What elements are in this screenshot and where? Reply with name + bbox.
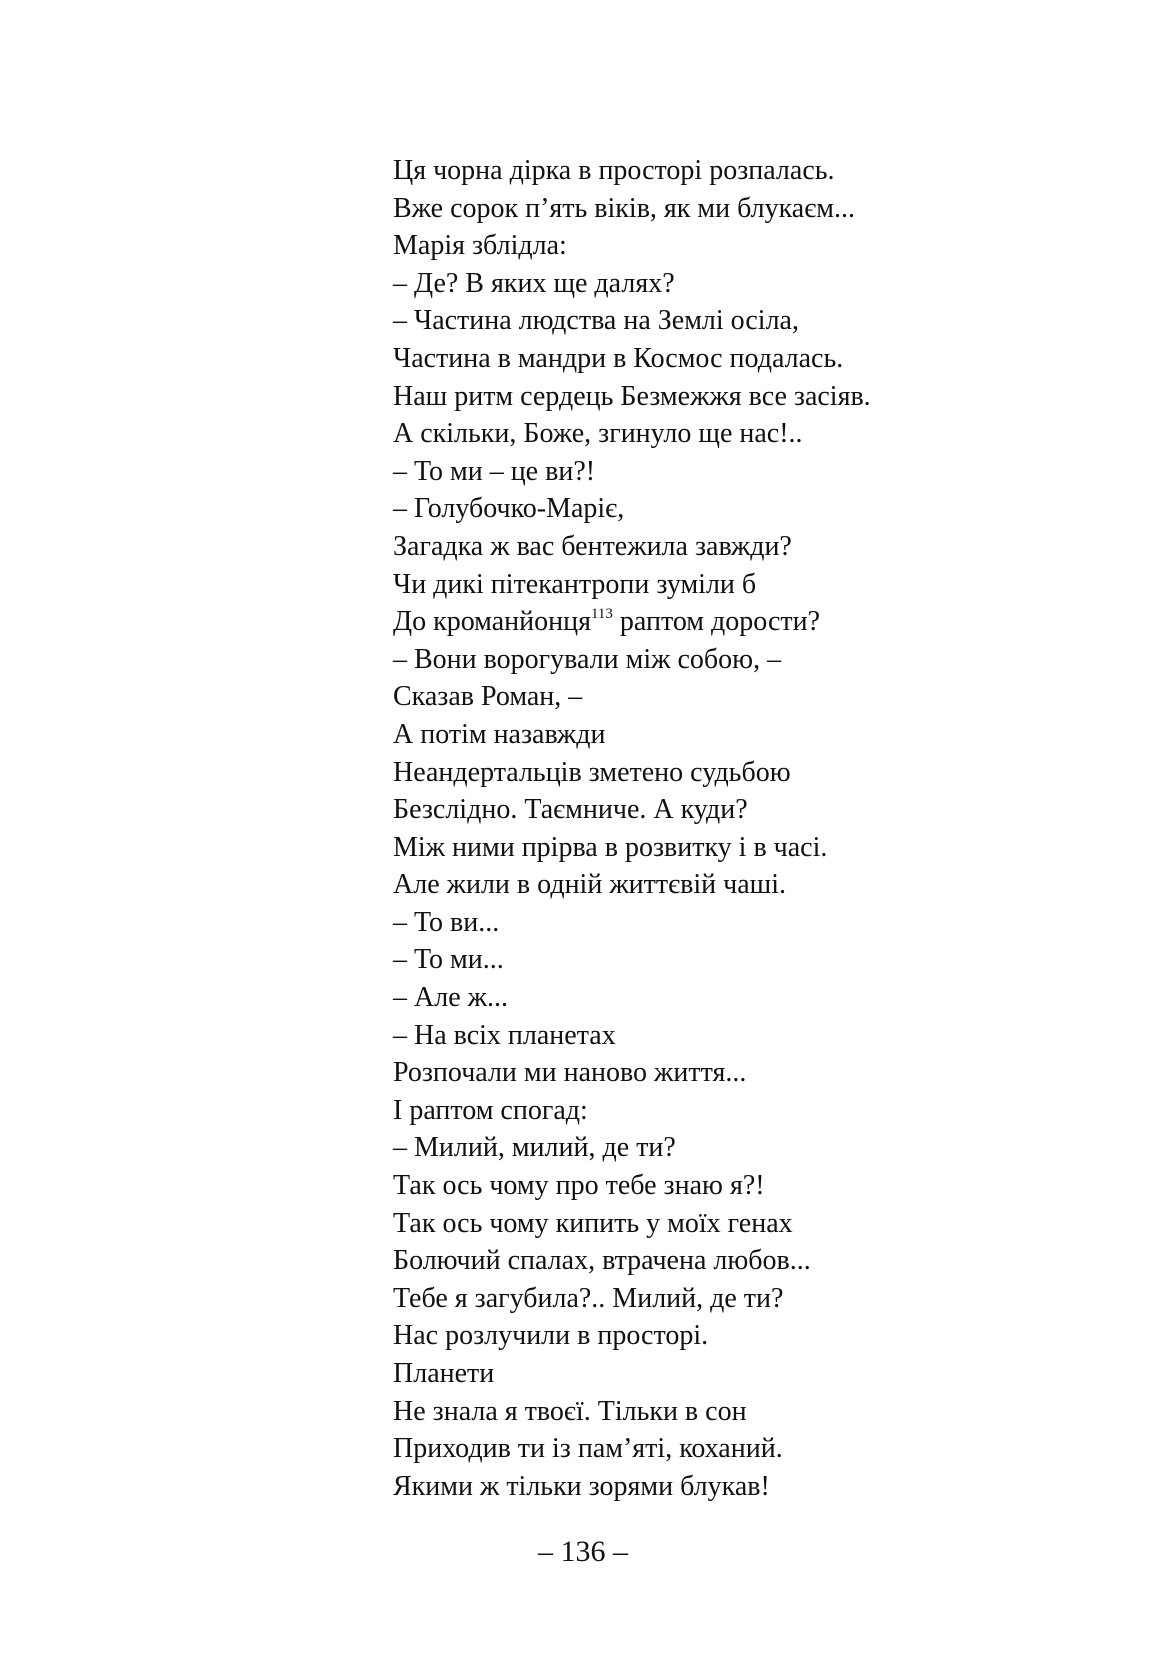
poem-line: Сказав Роман, – — [393, 681, 583, 713]
poem-line: – Милий, милий, де ти? — [393, 1132, 676, 1164]
poem-line: – То ми – це ви?! — [393, 455, 596, 487]
poem-text — [393, 152, 1033, 1505]
poem-line-with-footnote — [393, 603, 1033, 641]
poem-line: Частина в мандри в Космос подалась. — [393, 342, 844, 374]
poem-line: Безслідно. Таємниче. А куди? — [393, 794, 748, 826]
poem-line: Болючий спалах, втрачена любов... — [393, 1245, 811, 1277]
poem-line: Так ось чому про тебе знаю я?! — [393, 1170, 765, 1202]
poem-line: – На всіх планетах — [393, 1019, 616, 1051]
poem-line-tail: раптом дорости? — [612, 606, 821, 638]
poem-line: Наш ритм сердець Безмежжя все засіяв. — [393, 380, 871, 412]
poem-line: – То ви... — [393, 906, 500, 938]
poem-line: Планети — [393, 1358, 495, 1389]
poem-line: Неандертальців зметено судьбою — [393, 756, 791, 788]
poem-line: Загадка ж вас бентежила завжди? — [393, 530, 792, 562]
poem-line: Приходив ти із пам’яті, коханий. — [393, 1433, 783, 1465]
poem-line: Так ось чому кипить у моїх генах — [393, 1207, 793, 1239]
poem-line: Нас розлучили в просторі. — [393, 1320, 709, 1352]
poem-line: Між ними прірва в розвитку і в часі. — [393, 831, 828, 863]
poem-line: – То ми... — [393, 944, 504, 976]
poem-line: – Але ж... — [393, 982, 508, 1014]
poem-line: Але жили в одній життєвій чаші. — [393, 869, 786, 901]
poem-line: Чи дикі пітекантропи зуміли б — [393, 568, 757, 600]
poem-line: Вже сорок п’ять віків, як ми блукаєм... — [393, 192, 855, 224]
poem-line: – Частина людства на Землі осіла, — [393, 305, 799, 337]
poem-line: – Голубочко-Маріє, — [393, 493, 625, 525]
poem-line: Марія зблідла: — [393, 230, 567, 262]
poem-line: Розпочали ми наново життя... — [393, 1057, 747, 1089]
poem-line-head: До кроманйонця — [393, 606, 591, 638]
poem-line: І раптом спогад: — [393, 1094, 588, 1126]
poem-line: – Де? В яких ще далях? — [393, 267, 675, 299]
poem-line: Якими ж тільки зорями блукав! — [393, 1470, 770, 1502]
poem-line: Не знала я твоєї. Тільки в сон — [393, 1395, 747, 1427]
footnote-reference[interactable]: 113 — [590, 605, 613, 622]
poem-line: Тебе я загубила?.. Милий, де ти? — [393, 1282, 784, 1314]
page-number: – 136 – — [538, 1535, 628, 1568]
poem-line: А потім назавжди — [393, 718, 606, 750]
poem-line: – Вони ворогували між собою, – — [393, 643, 782, 675]
poem-line: Ця чорна дірка в просторі розпалась. — [393, 155, 835, 186]
poem-line: А скільки, Боже, згинуло ще нас!.. — [393, 418, 803, 450]
